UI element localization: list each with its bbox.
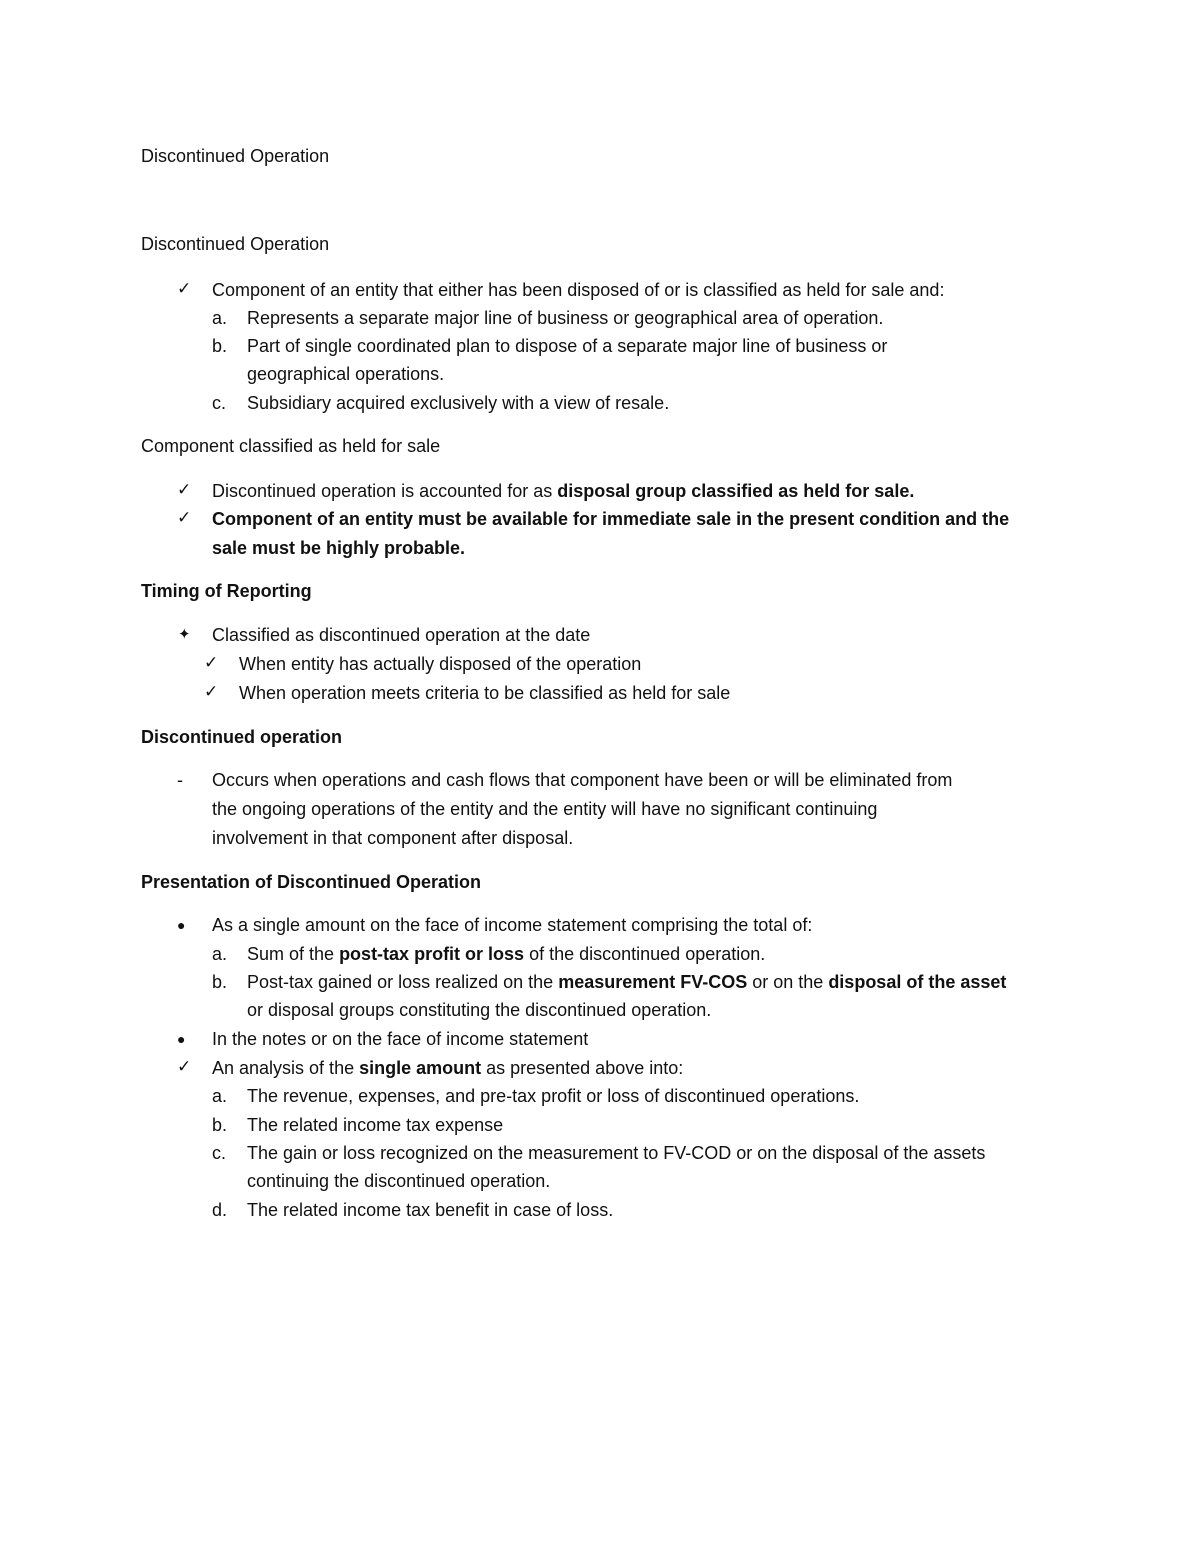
list-marker: b.	[212, 972, 228, 992]
list-item: In the notes or on the face of income statement	[212, 1029, 589, 1049]
list-item: Classified as discontinued operation at the date	[212, 625, 591, 645]
list-item: The revenue, expenses, and pre-tax profit or loss of discontinued operations.	[247, 1086, 860, 1106]
check-icon: ✓	[177, 279, 192, 299]
text-run: of the discontinued operation.	[524, 944, 766, 964]
bullet-icon: ●	[177, 917, 186, 933]
list-marker: c.	[212, 1143, 227, 1163]
list-item: The related income tax benefit in case of loss.	[247, 1200, 614, 1220]
list-marker: c.	[212, 393, 227, 413]
list-item	[247, 943, 765, 965]
paragraph-line: the ongoing operations of the entity and the entity will have no significant continuing	[212, 799, 878, 819]
list-marker: b.	[212, 1115, 228, 1135]
text-run: Sum of the	[247, 944, 340, 964]
list-marker: a.	[212, 1086, 228, 1106]
list-marker: a.	[212, 944, 228, 964]
dash-marker: -	[177, 770, 183, 790]
bold-text: single amount	[359, 1058, 482, 1078]
text-run: An analysis of the	[212, 1058, 360, 1078]
list-item: Subsidiary acquired exclusively with a view of resale.	[247, 393, 670, 413]
list-item: Represents a separate major line of business or geographical area of operation.	[247, 308, 884, 328]
list-marker: d.	[212, 1200, 228, 1220]
list-item	[247, 971, 1006, 993]
list-item: The related income tax expense	[247, 1115, 504, 1135]
list-item: When operation meets criteria to be classified as held for sale	[239, 683, 731, 703]
section-heading: Timing of Reporting	[141, 581, 312, 601]
list-item: Part of single coordinated plan to dispose of a separate major line of business or	[247, 336, 888, 356]
bold-text: disposal of the asset	[828, 972, 1007, 992]
text-run: or on the	[747, 972, 829, 992]
list-item: Component of an entity that either has been disposed of or is classified as held for sale and:	[212, 280, 945, 300]
check-icon: ✓	[204, 653, 219, 673]
bold-text: measurement FV-COS	[558, 972, 748, 992]
list-item: The gain or loss recognized on the measurement to FV-COD or on the disposal of the assets	[247, 1143, 986, 1163]
list-item: Component of an entity must be available for immediate sale in the present condition and the	[212, 509, 1010, 529]
paragraph-line: involvement in that component after disposal.	[212, 828, 574, 848]
check-icon: ✓	[177, 1057, 192, 1077]
paragraph-line: Occurs when operations and cash flows that component have been or will be eliminated from	[212, 770, 953, 790]
text-run: as presented above into:	[481, 1058, 684, 1078]
list-item-continuation: sale must be highly probable.	[212, 538, 466, 558]
list-item-continuation: continuing the discontinued operation.	[247, 1171, 551, 1191]
section-heading: Presentation of Discontinued Operation	[141, 872, 482, 892]
section-heading: Discontinued operation	[141, 727, 343, 747]
check-icon: ✓	[204, 682, 219, 702]
document-title: Discontinued Operation	[141, 146, 330, 166]
bold-text: post-tax profit or loss	[339, 944, 525, 964]
text-run: Post-tax gained or loss realized on the	[247, 972, 559, 992]
list-item: As a single amount on the face of income statement comprising the total of:	[212, 915, 813, 935]
check-icon: ✓	[177, 480, 192, 500]
check-icon: ✓	[177, 508, 192, 528]
bullet-icon: ●	[177, 1031, 186, 1047]
star-icon: ✦	[178, 626, 191, 643]
bold-text: disposal group classified as held for sale.	[557, 481, 915, 501]
list-item	[212, 1057, 683, 1079]
section-heading: Component classified as held for sale	[141, 436, 441, 456]
list-item	[212, 480, 914, 502]
list-item-continuation: geographical operations.	[247, 364, 445, 384]
list-item: When entity has actually disposed of the operation	[239, 654, 642, 674]
section-heading: Discontinued Operation	[141, 234, 330, 254]
list-marker: b.	[212, 336, 228, 356]
text-run: Discontinued operation is accounted for as	[212, 481, 558, 501]
list-item-continuation: or disposal groups constituting the discontinued operation.	[247, 1000, 712, 1020]
list-marker: a.	[212, 308, 228, 328]
